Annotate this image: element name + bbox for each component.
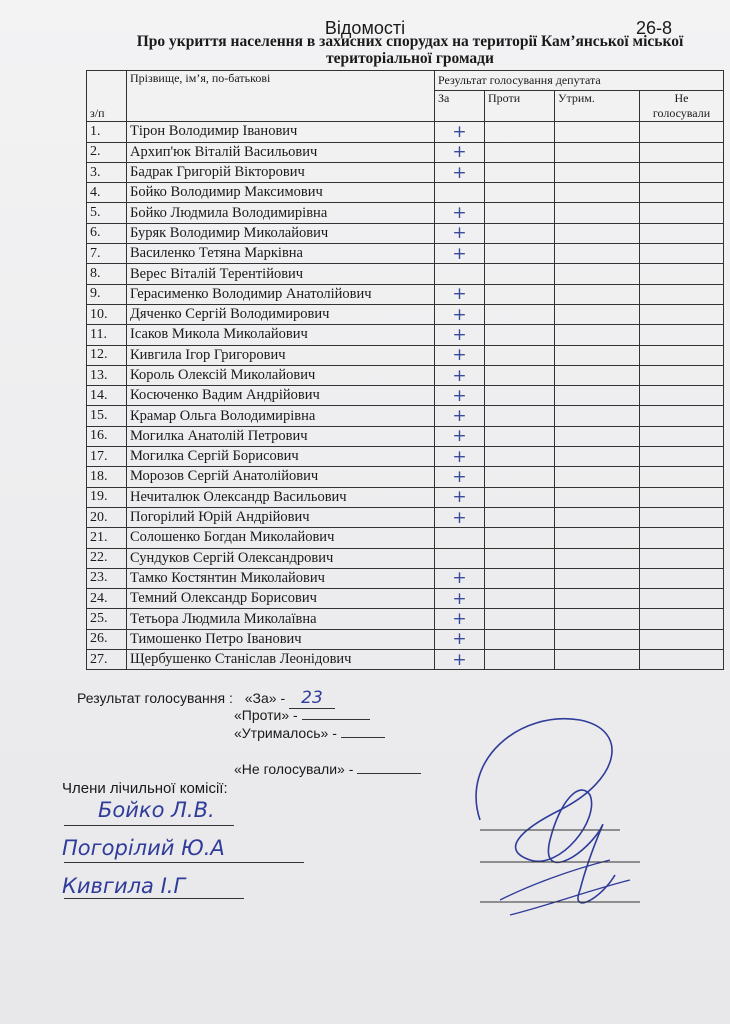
vote-abstain-cell — [555, 589, 640, 609]
deputy-name: Могилка Анатолій Петрович — [127, 426, 435, 446]
deputy-name: Тетьора Людмила Миколаївна — [127, 609, 435, 629]
vote-notvoted-cell — [640, 650, 724, 670]
deputy-name: Могилка Сергій Борисович — [127, 447, 435, 467]
not-voted-label: «Не голосували» - — [234, 761, 354, 777]
table-row — [87, 650, 724, 670]
vote-notvoted-cell — [640, 284, 724, 304]
row-number: 12. — [87, 345, 127, 365]
deputy-name: Тамко Костянтин Миколайович — [127, 568, 435, 588]
row-number: 14. — [87, 386, 127, 406]
vote-notvoted-cell — [640, 629, 724, 649]
vote-abstain-cell — [555, 528, 640, 548]
vote-abstain-cell — [555, 183, 640, 203]
vote-abstain-cell — [555, 122, 640, 142]
header-result: Результат голосування депутата — [435, 71, 724, 91]
vote-against-cell — [485, 244, 555, 264]
vote-against-cell — [485, 406, 555, 426]
vote-for-cell: + — [435, 589, 485, 609]
table-row — [87, 345, 724, 365]
table-row — [87, 203, 724, 223]
for-value: 23 — [301, 688, 323, 708]
vote-abstain-cell — [555, 650, 640, 670]
row-number: 20. — [87, 507, 127, 527]
row-number: 22. — [87, 548, 127, 568]
table-row — [87, 609, 724, 629]
commission-member-1: Бойко Л.В. — [98, 798, 215, 822]
abstain-value-line — [341, 737, 385, 738]
vote-against-cell — [485, 284, 555, 304]
deputy-name: Кивгила Ігор Григорович — [127, 345, 435, 365]
member-1-line — [64, 825, 234, 826]
deputy-name: Темний Олександр Борисович — [127, 589, 435, 609]
vote-abstain-cell — [555, 609, 640, 629]
row-number: 7. — [87, 244, 127, 264]
vote-for-cell: + — [435, 325, 485, 345]
deputy-name: Крамар Ольга Володимирівна — [127, 406, 435, 426]
deputy-name: Верес Віталій Терентійович — [127, 264, 435, 284]
vote-for-cell — [435, 264, 485, 284]
deputy-name: Сундуков Сергій Олександрович — [127, 548, 435, 568]
table-row — [87, 406, 724, 426]
table-row — [87, 183, 724, 203]
vote-against-cell — [485, 162, 555, 182]
vote-abstain-cell — [555, 345, 640, 365]
deputy-name: Морозов Сергій Анатолійович — [127, 467, 435, 487]
vote-against-cell — [485, 568, 555, 588]
row-number: 26. — [87, 629, 127, 649]
table-row — [87, 264, 724, 284]
vote-notvoted-cell — [640, 325, 724, 345]
vote-against-cell — [485, 609, 555, 629]
vote-for-cell: + — [435, 304, 485, 324]
vote-notvoted-cell — [640, 345, 724, 365]
vote-abstain-cell — [555, 386, 640, 406]
table-row — [87, 365, 724, 385]
member-2-line — [64, 862, 304, 863]
vote-notvoted-cell — [640, 467, 724, 487]
vote-abstain-cell — [555, 264, 640, 284]
row-number: 2. — [87, 142, 127, 162]
table-row — [87, 528, 724, 548]
row-number: 9. — [87, 284, 127, 304]
row-number: 8. — [87, 264, 127, 284]
table-row — [87, 244, 724, 264]
deputy-name: Бойко Володимир Максимович — [127, 183, 435, 203]
vote-against-cell — [485, 650, 555, 670]
signature-scribble — [440, 700, 660, 930]
vote-abstain-cell — [555, 244, 640, 264]
table-row — [87, 304, 724, 324]
table-row — [87, 162, 724, 182]
table-row — [87, 325, 724, 345]
vote-notvoted-cell — [640, 487, 724, 507]
deputy-name: Герасименко Володимир Анатолійович — [127, 284, 435, 304]
vote-notvoted-cell — [640, 609, 724, 629]
deputy-name: Бадрак Григорій Вікторович — [127, 162, 435, 182]
vote-notvoted-cell — [640, 426, 724, 446]
member-3-line — [64, 898, 244, 899]
against-value-line — [302, 719, 370, 720]
row-number: 1. — [87, 122, 127, 142]
table-row — [87, 426, 724, 446]
vote-notvoted-cell — [640, 304, 724, 324]
vote-against-cell — [485, 426, 555, 446]
vote-for-cell: + — [435, 203, 485, 223]
deputy-name: Косюченко Вадим Андрійович — [127, 386, 435, 406]
header-for: За — [435, 91, 485, 122]
vote-notvoted-cell — [640, 447, 724, 467]
table-row — [87, 223, 724, 243]
abstain-label: «Утрималось» - — [234, 725, 337, 741]
vote-for-cell: + — [435, 365, 485, 385]
document-title: Відомості — [324, 18, 406, 38]
vote-notvoted-cell — [640, 183, 724, 203]
vote-against-cell — [485, 386, 555, 406]
table-row — [87, 568, 724, 588]
header-not-voted — [640, 91, 724, 122]
document-subtitle — [95, 33, 725, 67]
table-row — [87, 629, 724, 649]
row-number: 27. — [87, 650, 127, 670]
vote-notvoted-cell — [640, 507, 724, 527]
vote-abstain-cell — [555, 629, 640, 649]
vote-against-cell — [485, 345, 555, 365]
vote-for-cell: + — [435, 426, 485, 446]
table-row — [87, 142, 724, 162]
vote-for-cell: + — [435, 122, 485, 142]
vote-against-cell — [485, 142, 555, 162]
vote-abstain-cell — [555, 548, 640, 568]
table-row — [87, 284, 724, 304]
vote-against-cell — [485, 487, 555, 507]
vote-notvoted-cell — [640, 162, 724, 182]
vote-abstain-cell — [555, 304, 640, 324]
vote-abstain-cell — [555, 507, 640, 527]
deputy-name: Солошенко Богдан Миколайович — [127, 528, 435, 548]
vote-abstain-cell — [555, 487, 640, 507]
deputy-name: Бойко Людмила Володимирівна — [127, 203, 435, 223]
deputy-name: Тимошенко Петро Іванович — [127, 629, 435, 649]
vote-for-cell: + — [435, 223, 485, 243]
deputy-name: Дяченко Сергій Володимирович — [127, 304, 435, 324]
vote-against-cell — [485, 589, 555, 609]
table-row — [87, 507, 724, 527]
vote-for-cell — [435, 183, 485, 203]
vote-for-cell: + — [435, 629, 485, 649]
vote-abstain-cell — [555, 426, 640, 446]
vote-against-cell — [485, 365, 555, 385]
vote-abstain-cell — [555, 142, 640, 162]
vote-notvoted-cell — [640, 589, 724, 609]
vote-abstain-cell — [555, 447, 640, 467]
vote-against-cell — [485, 203, 555, 223]
vote-abstain-cell — [555, 203, 640, 223]
table-row — [87, 386, 724, 406]
vote-abstain-cell — [555, 467, 640, 487]
row-number: 3. — [87, 162, 127, 182]
deputy-name: Нечиталюк Олександр Васильович — [127, 487, 435, 507]
vote-notvoted-cell — [640, 142, 724, 162]
vote-against-cell — [485, 548, 555, 568]
vote-against-cell — [485, 264, 555, 284]
row-number: 18. — [87, 467, 127, 487]
deputy-name: Архип'юк Віталій Васильович — [127, 142, 435, 162]
vote-against-cell — [485, 507, 555, 527]
deputy-name: Погорілий Юрій Андрійович — [127, 507, 435, 527]
vote-for-cell: + — [435, 467, 485, 487]
vote-for-cell: + — [435, 386, 485, 406]
vote-against-cell — [485, 223, 555, 243]
row-number: 4. — [87, 183, 127, 203]
vote-for-cell: + — [435, 609, 485, 629]
table-row — [87, 589, 724, 609]
vote-abstain-cell — [555, 365, 640, 385]
vote-notvoted-cell — [640, 223, 724, 243]
vote-against-cell — [485, 183, 555, 203]
voting-table — [86, 70, 724, 670]
vote-abstain-cell — [555, 325, 640, 345]
vote-abstain-cell — [555, 284, 640, 304]
vote-against-cell — [485, 325, 555, 345]
header-name: Прізвище, ім’я, по-батькові — [127, 71, 435, 122]
table-row — [87, 447, 724, 467]
vote-notvoted-cell — [640, 122, 724, 142]
deputy-name: Буряк Володимир Миколайович — [127, 223, 435, 243]
vote-abstain-cell — [555, 406, 640, 426]
row-number: 13. — [87, 365, 127, 385]
row-number: 15. — [87, 406, 127, 426]
vote-abstain-cell — [555, 162, 640, 182]
deputy-name: Король Олексій Миколайович — [127, 365, 435, 385]
vote-for-cell: + — [435, 406, 485, 426]
vote-for-cell — [435, 528, 485, 548]
vote-for-cell: + — [435, 507, 485, 527]
row-number: 23. — [87, 568, 127, 588]
subtitle-line-2: територіальної громади — [326, 50, 494, 67]
vote-against-cell — [485, 528, 555, 548]
vote-against-cell — [485, 467, 555, 487]
table-row — [87, 548, 724, 568]
vote-for-cell: + — [435, 345, 485, 365]
row-number: 16. — [87, 426, 127, 446]
vote-for-cell: + — [435, 650, 485, 670]
table-row — [87, 487, 724, 507]
vote-notvoted-cell — [640, 528, 724, 548]
not-voted-value-line — [357, 773, 421, 774]
header-number: з/п — [87, 71, 127, 122]
vote-notvoted-cell — [640, 406, 724, 426]
vote-for-cell: + — [435, 568, 485, 588]
vote-for-cell: + — [435, 284, 485, 304]
header-not-voted-line-2: голосували — [652, 106, 711, 121]
for-label: «За» - — [244, 690, 286, 706]
header-not-voted-line-1: Не — [674, 91, 689, 106]
vote-notvoted-cell — [640, 548, 724, 568]
row-number: 19. — [87, 487, 127, 507]
vote-notvoted-cell — [640, 203, 724, 223]
vote-for-cell: + — [435, 142, 485, 162]
vote-for-cell: + — [435, 162, 485, 182]
row-number: 21. — [87, 528, 127, 548]
vote-against-cell — [485, 122, 555, 142]
subtitle-line-1: Про укриття населення в захисних спорудах на території Кам’янської міської — [136, 33, 684, 50]
table-row — [87, 467, 724, 487]
vote-for-cell — [435, 548, 485, 568]
header-abstain: Утрим. — [555, 91, 640, 122]
vote-for-cell: + — [435, 487, 485, 507]
deputy-name: Тірон Володимир Іванович — [127, 122, 435, 142]
commission-member-3: Кивгила І.Г — [62, 874, 186, 898]
vote-for-cell: + — [435, 447, 485, 467]
row-number: 5. — [87, 203, 127, 223]
vote-notvoted-cell — [640, 365, 724, 385]
vote-notvoted-cell — [640, 264, 724, 284]
document-number: 26-8 — [636, 18, 673, 38]
row-number: 6. — [87, 223, 127, 243]
header-against: Проти — [485, 91, 555, 122]
row-number: 10. — [87, 304, 127, 324]
row-number: 11. — [87, 325, 127, 345]
against-label: «Проти» - — [234, 707, 298, 723]
vote-abstain-cell — [555, 568, 640, 588]
voting-table-body — [87, 122, 724, 670]
commission-label: Члени лічильної комісії: — [62, 780, 228, 797]
vote-abstain-cell — [555, 223, 640, 243]
vote-notvoted-cell — [640, 568, 724, 588]
vote-notvoted-cell — [640, 386, 724, 406]
row-number: 25. — [87, 609, 127, 629]
vote-against-cell — [485, 629, 555, 649]
vote-notvoted-cell — [640, 244, 724, 264]
row-number: 17. — [87, 447, 127, 467]
commission-member-2: Погорілий Ю.А — [62, 836, 225, 860]
vote-against-cell — [485, 447, 555, 467]
table-row — [87, 122, 724, 142]
vote-for-cell: + — [435, 244, 485, 264]
vote-against-cell — [485, 304, 555, 324]
deputy-name: Ісаков Микола Миколайович — [127, 325, 435, 345]
deputy-name: Василенко Тетяна Марківна — [127, 244, 435, 264]
row-number: 24. — [87, 589, 127, 609]
deputy-name: Щербушенко Станіслав Леонідович — [127, 650, 435, 670]
results-label: Результат голосування : — [77, 690, 233, 706]
